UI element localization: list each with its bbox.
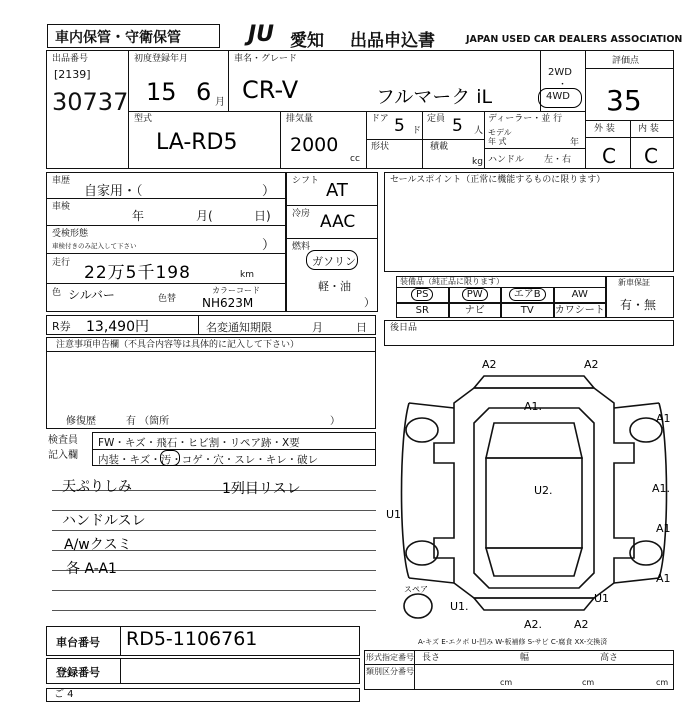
mark-right-back: A1 (656, 572, 671, 585)
reg-label: 初度登録年月 (134, 54, 189, 64)
equipment-grid (396, 287, 606, 318)
door-value: 5 (394, 116, 405, 136)
inspector-note-1: 天ぷりしみ (62, 479, 132, 495)
recycle-value: 13,490円 (86, 319, 149, 335)
cm-unit-3: cm (656, 678, 669, 687)
mark-rear-u1b: U1 (594, 592, 610, 605)
shape-label: 形状 (371, 142, 390, 152)
mileage-value: 22万5千198 (84, 263, 191, 283)
equipment-item: PW (449, 287, 502, 303)
cap-unit: 人 (474, 126, 484, 136)
lot-label: 出品番号 (52, 54, 89, 64)
inspector-row2: 内装・キズ・汚・コゲ・穴・スレ・キレ・破レ (98, 454, 319, 466)
type-num-label: 類別区分番号 (366, 667, 414, 676)
color-code-value: NH623M (202, 296, 254, 310)
dirt-circle (160, 450, 180, 466)
diagram-legend: A-キズ E-エクボ U-凹み W-板補修 S-サビ C-腐食 XX-交換済 (418, 638, 608, 646)
cap-value: 5 (452, 116, 463, 136)
inspector-row1: FW・キズ・飛石・ヒビ割・リペア跡・X要 (98, 437, 300, 449)
color-code-label: カラーコード (212, 286, 260, 295)
mark-left-side: U1 (386, 508, 402, 521)
top-grid (46, 50, 674, 169)
year-unit: 年 (570, 138, 580, 148)
disp-label: 排気量 (286, 114, 314, 124)
lot-sub-number: [2139] (54, 68, 91, 81)
equipment-item: TV (501, 303, 554, 319)
width-label: 幅 (520, 653, 530, 663)
ext-label: 外 装 (594, 124, 615, 134)
kg-unit: kg (472, 157, 483, 167)
org-name: 愛知 (290, 31, 324, 51)
handle-label: ハンドル (488, 155, 525, 165)
drive-2wd: 2WD (548, 67, 572, 78)
inspection-label: 車検 (52, 202, 71, 212)
usage-label: 車歴 (52, 176, 71, 186)
fuel-close: ） (364, 296, 375, 309)
mark-rear-u1a: U1. (450, 600, 469, 613)
inspector-note-3: A/wクスミ (64, 537, 132, 553)
post-item-box (384, 320, 674, 346)
mark-rear-left: A2. (524, 618, 543, 631)
reg-month-unit: 月 (215, 97, 225, 108)
inspection-day: 日) (254, 209, 271, 223)
color-label: 色 (52, 288, 62, 298)
repair-value: 有 （箇所 (126, 416, 170, 427)
int-label: 内 装 (638, 124, 659, 134)
disp-value: 2000 (290, 134, 339, 156)
inspector-label: 検査員 (48, 435, 78, 446)
cm-unit-2: cm (582, 678, 595, 687)
car-damage-diagram (384, 348, 684, 638)
ju-logo: JU (248, 22, 275, 47)
org-en: JAPAN USED CAR DEALERS ASSOCIATION (466, 34, 683, 45)
fuel-label: 燃料 (292, 242, 311, 252)
received-close: ） (262, 238, 276, 253)
equipment-item: AW (554, 287, 607, 303)
reg-number-label: 登録番号 (56, 666, 100, 679)
eval-label: 評価点 (612, 56, 640, 66)
storage-label: 車内保管・守衛保管 (55, 30, 181, 46)
door-label: ドア (371, 114, 389, 124)
footer-start: ご 4 (54, 689, 74, 700)
height-label: 高さ (600, 653, 619, 663)
recycle-day: 日 (356, 321, 367, 334)
recycle-label: R券 (52, 320, 71, 333)
int-grade: C (644, 144, 658, 168)
equipment-item: カワシート (554, 303, 607, 319)
usage-close: ） (262, 184, 276, 199)
inspector-note-2: ハンドルスレ (62, 513, 146, 529)
selling-points-box (384, 172, 674, 272)
repair-label: 修復歴 (66, 416, 96, 427)
form-title: 出品申込書 (350, 31, 435, 51)
type-label: 型式 (134, 114, 153, 124)
color-change-label: 色替 (158, 294, 177, 304)
mark-right-front: A1 (656, 412, 671, 425)
mark-right-rear: A1 (656, 522, 671, 535)
equipment-item: エアB (501, 287, 554, 303)
shape-num-label: 形式指定番号 (366, 653, 414, 662)
length-label: 長さ (422, 653, 441, 663)
equipment-item: SR (396, 303, 449, 319)
mark-front-left: A2 (482, 358, 497, 371)
equipment-label: 装備品（純正品に限ります） (400, 277, 504, 286)
spare-label: スペア (404, 585, 428, 594)
cap-label: 定員 (427, 114, 446, 124)
model-year-label: モデル 年 式 (488, 128, 512, 146)
post-item-label: 後日品 (390, 323, 418, 333)
inspector-note-4: 各 A-A1 (66, 561, 117, 577)
equipment-item: PS (396, 287, 449, 303)
mark-right-mid: A1. (652, 482, 671, 495)
cm-unit-1: cm (500, 678, 513, 687)
color-value: シルバー (68, 288, 115, 302)
inspector-entry-label: 記入欄 (48, 450, 78, 461)
shift-label: シフト (292, 176, 320, 186)
received-sub: 車検付きのみ記入して下さい (52, 242, 137, 250)
recycle-month: 月 (312, 321, 323, 334)
fuel-value: ガソリン (312, 255, 356, 268)
new-car-label: 新車保証 (618, 278, 650, 287)
door-unit: ド (412, 126, 422, 136)
mark-roof: U2. (534, 484, 553, 497)
repair-close: ） (330, 416, 340, 427)
mark-hood: A1. (524, 400, 543, 413)
drive-4wd: 4WD (546, 91, 570, 102)
received-label: 受検形態 (52, 229, 89, 239)
load-label: 積載 (430, 142, 449, 152)
equipment-item: ナビ (449, 303, 502, 319)
lot-number: 30737 (52, 88, 129, 116)
mileage-unit: km (240, 270, 254, 280)
mark-front-right: A2 (584, 358, 599, 371)
mileage-label: 走行 (52, 258, 71, 268)
ext-grade: C (602, 144, 616, 168)
inspector-note-right: 1列目リスレ (222, 481, 301, 497)
model-name: CR-V (242, 76, 299, 104)
notes-label: 注意事項申告欄（不具合内容等は具体的に記入して下さい） (56, 340, 300, 350)
aircon-value: AAC (320, 212, 356, 232)
shift-value: AT (326, 180, 348, 201)
dealer-label: ディーラー・並 行 (488, 114, 563, 124)
eval-score: 35 (606, 84, 642, 117)
mark-rear-right: A2 (574, 618, 589, 631)
type-value: LA-RD5 (156, 130, 238, 155)
new-car-value: 有・無 (620, 298, 657, 312)
chassis-label: 車台番号 (56, 636, 100, 649)
chassis-value: RD5-1106761 (126, 628, 258, 650)
reg-month: 6 (196, 78, 212, 106)
inspection-year: 年 (132, 209, 145, 223)
usage-value: 自家用・（ (84, 184, 143, 199)
fuel-diesel: 軽・油 (318, 280, 351, 293)
selling-points-label: セールスポイント（正常に機能するものに限ります） (390, 175, 606, 185)
reg-year: 15 (146, 78, 177, 106)
inspection-month: 月( (196, 209, 213, 223)
aircon-label: 冷房 (292, 209, 311, 219)
model-grade: フルマーク iL (376, 86, 493, 108)
handle-options: 左・右 (544, 155, 572, 165)
disp-unit: cc (350, 154, 360, 164)
model-label: 車名・グレード (234, 54, 298, 64)
recycle-notice-label: 名変通知期限 (206, 321, 272, 334)
